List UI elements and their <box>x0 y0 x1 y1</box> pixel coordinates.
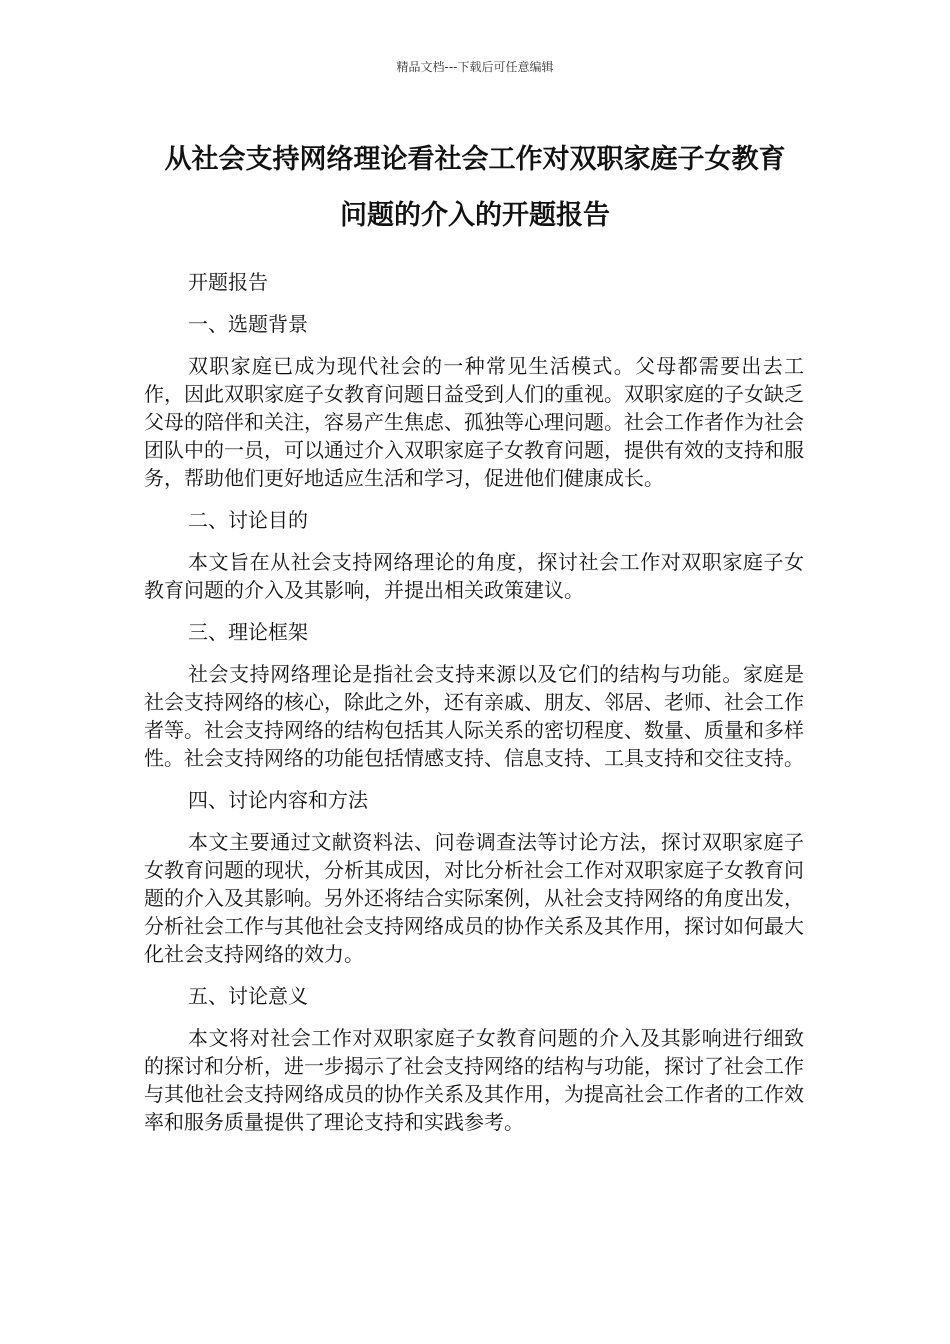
section-text-framework: 社会支持网络理论是指社会支持来源以及它们的结构与功能。家庭是社会支持网络的核心，除此之外，还有亲戚、朋友、邻居、老师、社会工作者等。社会支持网络的结构包括其人际关系的密切程度、数量、质量和多样性。社会支持网络的功能包括情感支持、信息支持、工具支持和交往支持。 <box>144 662 804 770</box>
title-line-1: 从社会支持网络理论看社会工作对双职家庭子女教育 <box>164 144 786 175</box>
section-text-methods: 本文主要通过文献资料法、问卷调查法等讨论方法，探讨双职家庭子女教育问题的现状，分析其成因，对比分析社会工作对双职家庭子女教育问题的介入及其影响。另外还将结合实际案例，从社会支持网络的角度出发，分析社会工作与其他社会支持网络成员的协作关系及其作用，探讨如何最大化社会支持网络的效力。 <box>144 830 804 966</box>
section-heading-framework: 三、理论框架 <box>188 620 308 644</box>
section-text-significance: 本文将对社会工作对双职家庭子女教育问题的介入及其影响进行细致的探讨和分析，进一步揭示了社会支持网络的结构与功能，探讨了社会工作与其他社会支持网络成员的协作关系及其作用，为提高社会工作者的工作效率和服务质量提供了理论支持和实践参考。 <box>144 1026 804 1134</box>
section-heading-background: 一、选题背景 <box>188 312 308 336</box>
section-text-purpose: 本文旨在从社会支持网络理论的角度，探讨社会工作对双职家庭子女教育问题的介入及其影响，并提出相关政策建议。 <box>144 550 804 602</box>
section-text-background: 双职家庭已成为现代社会的一种常见生活模式。父母都需要出去工作，因此双职家庭子女教育问题日益受到人们的重视。双职家庭的子女缺乏父母的陪伴和关注，容易产生焦虑、孤独等心理问题。社会工作者作为社会团队中的一员，可以通过介入双职家庭子女教育问题，提供有效的支持和服务，帮助他们更好地适应生活和学习，促进他们健康成长。 <box>144 354 804 490</box>
document-body <box>144 268 804 1150</box>
section-heading-report: 开题报告 <box>188 270 268 294</box>
title-line-2: 问题的介入的开题报告 <box>340 200 610 231</box>
header-note: 精品文档---下载后可任意编辑 <box>396 60 554 74</box>
section-heading-purpose: 二、讨论目的 <box>188 508 308 532</box>
section-heading-significance: 五、讨论意义 <box>188 984 308 1008</box>
section-heading-methods: 四、讨论内容和方法 <box>188 788 368 812</box>
document-title <box>120 132 830 244</box>
